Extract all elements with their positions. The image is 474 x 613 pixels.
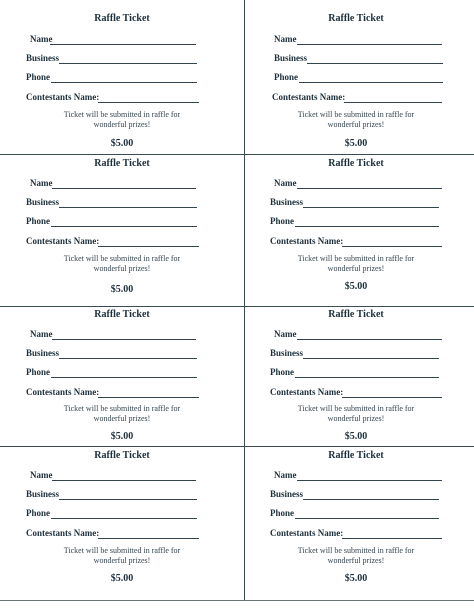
name-label: Name [30, 34, 53, 44]
ticket-title: Raffle Ticket [94, 450, 150, 461]
contestants-label: Contestants Name: [270, 528, 344, 538]
contestants-label: Contestants Name: [26, 528, 100, 538]
note-line-1: Ticket will be submitted in raffle for [63, 254, 181, 263]
phone-label: Phone [270, 367, 295, 377]
business-label: Business [270, 197, 304, 207]
ticket-price: $5.00 [344, 138, 368, 149]
business-label: Business [26, 197, 60, 207]
note-line-2: wonderful prizes! [327, 556, 385, 565]
phone-line[interactable] [51, 82, 197, 83]
ticket-title: Raffle Ticket [94, 13, 150, 24]
business-label: Business [26, 348, 60, 358]
name-line[interactable] [52, 339, 196, 340]
business-label: Business [26, 53, 60, 63]
raffle-ticket-6 [234, 300, 474, 450]
ticket-note [234, 546, 474, 566]
ticket-note [234, 404, 474, 424]
business-label: Business [270, 348, 304, 358]
name-label: Name [274, 178, 297, 188]
contestants-label: Contestants Name: [270, 387, 344, 397]
raffle-ticket-4 [234, 150, 474, 300]
name-label: Name [30, 329, 53, 339]
name-line[interactable] [52, 188, 196, 189]
phone-line[interactable] [51, 377, 197, 378]
business-label: Business [274, 53, 308, 63]
ticket-title: Raffle Ticket [328, 450, 384, 461]
contestants-line[interactable] [342, 538, 442, 539]
phone-line[interactable] [51, 226, 197, 227]
business-line[interactable] [59, 207, 197, 208]
business-line[interactable] [59, 63, 197, 64]
contestants-line[interactable] [98, 538, 199, 539]
name-line[interactable] [50, 44, 196, 45]
raffle-ticket-8 [234, 442, 474, 592]
contestants-label: Contestants Name: [270, 236, 344, 246]
name-line[interactable] [52, 480, 196, 481]
contestants-line[interactable] [98, 397, 199, 398]
ticket-price: $5.00 [110, 573, 134, 584]
ticket-title: Raffle Ticket [328, 13, 384, 24]
contestants-line[interactable] [342, 397, 442, 398]
phone-label: Phone [26, 508, 51, 518]
note-line-2: wonderful prizes! [93, 120, 151, 129]
phone-line[interactable] [295, 518, 439, 519]
name-label: Name [274, 470, 297, 480]
raffle-ticket-2 [234, 0, 474, 150]
name-label: Name [274, 34, 297, 44]
raffle-ticket-3 [0, 150, 244, 300]
business-line[interactable] [59, 499, 197, 500]
note-line-1: Ticket will be submitted in raffle for [63, 404, 181, 413]
contestants-line[interactable] [342, 246, 442, 247]
ticket-price: $5.00 [110, 284, 134, 295]
ticket-price: $5.00 [344, 431, 368, 442]
name-label: Name [30, 470, 53, 480]
business-label: Business [26, 489, 60, 499]
note-line-2: wonderful prizes! [327, 264, 385, 273]
ticket-price: $5.00 [344, 573, 368, 584]
contestants-label: Contestants Name: [26, 236, 100, 246]
raffle-ticket-1 [0, 0, 244, 150]
ticket-note [234, 254, 474, 274]
business-line[interactable] [303, 499, 439, 500]
phone-label: Phone [26, 216, 51, 226]
note-line-2: wonderful prizes! [93, 414, 151, 423]
note-line-2: wonderful prizes! [327, 414, 385, 423]
phone-label: Phone [270, 216, 295, 226]
business-line[interactable] [307, 63, 443, 64]
phone-line[interactable] [51, 518, 197, 519]
ticket-note [0, 110, 244, 130]
ticket-price: $5.00 [344, 281, 368, 292]
ticket-note [234, 110, 474, 130]
name-line[interactable] [297, 339, 442, 340]
name-line[interactable] [297, 44, 442, 45]
note-line-2: wonderful prizes! [93, 264, 151, 273]
ticket-title: Raffle Ticket [94, 309, 150, 320]
page-bottom-edge [0, 600, 474, 601]
ticket-price: $5.00 [110, 138, 134, 149]
phone-line[interactable] [295, 226, 439, 227]
name-line[interactable] [297, 480, 442, 481]
note-line-2: wonderful prizes! [93, 556, 151, 565]
phone-label: Phone [270, 508, 295, 518]
contestants-label: Contestants Name: [26, 387, 100, 397]
contestants-label: Contestants Name: [272, 92, 346, 102]
phone-line[interactable] [299, 82, 443, 83]
business-line[interactable] [303, 358, 439, 359]
business-label: Business [270, 489, 304, 499]
name-label: Name [274, 329, 297, 339]
contestants-line[interactable] [98, 246, 199, 247]
contestants-line[interactable] [344, 102, 442, 103]
ticket-title: Raffle Ticket [328, 158, 384, 169]
business-line[interactable] [59, 358, 197, 359]
ticket-note [0, 404, 244, 424]
contestants-label: Contestants Name: [26, 92, 100, 102]
raffle-ticket-7 [0, 442, 244, 592]
contestants-line[interactable] [98, 102, 199, 103]
note-line-1: Ticket will be submitted in raffle for [297, 254, 415, 263]
name-line[interactable] [297, 188, 442, 189]
ticket-title: Raffle Ticket [94, 158, 150, 169]
note-line-1: Ticket will be submitted in raffle for [63, 110, 181, 119]
note-line-2: wonderful prizes! [327, 120, 385, 129]
raffle-ticket-5 [0, 300, 244, 450]
phone-line[interactable] [295, 377, 439, 378]
note-line-1: Ticket will be submitted in raffle for [297, 110, 415, 119]
business-line[interactable] [303, 207, 439, 208]
phone-label: Phone [26, 367, 51, 377]
ticket-note [0, 546, 244, 566]
phone-label: Phone [274, 72, 299, 82]
name-label: Name [30, 178, 53, 188]
note-line-1: Ticket will be submitted in raffle for [297, 546, 415, 555]
ticket-note [0, 254, 244, 274]
ticket-title: Raffle Ticket [328, 309, 384, 320]
ticket-price: $5.00 [110, 431, 134, 442]
note-line-1: Ticket will be submitted in raffle for [63, 546, 181, 555]
note-line-1: Ticket will be submitted in raffle for [297, 404, 415, 413]
phone-label: Phone [26, 72, 51, 82]
